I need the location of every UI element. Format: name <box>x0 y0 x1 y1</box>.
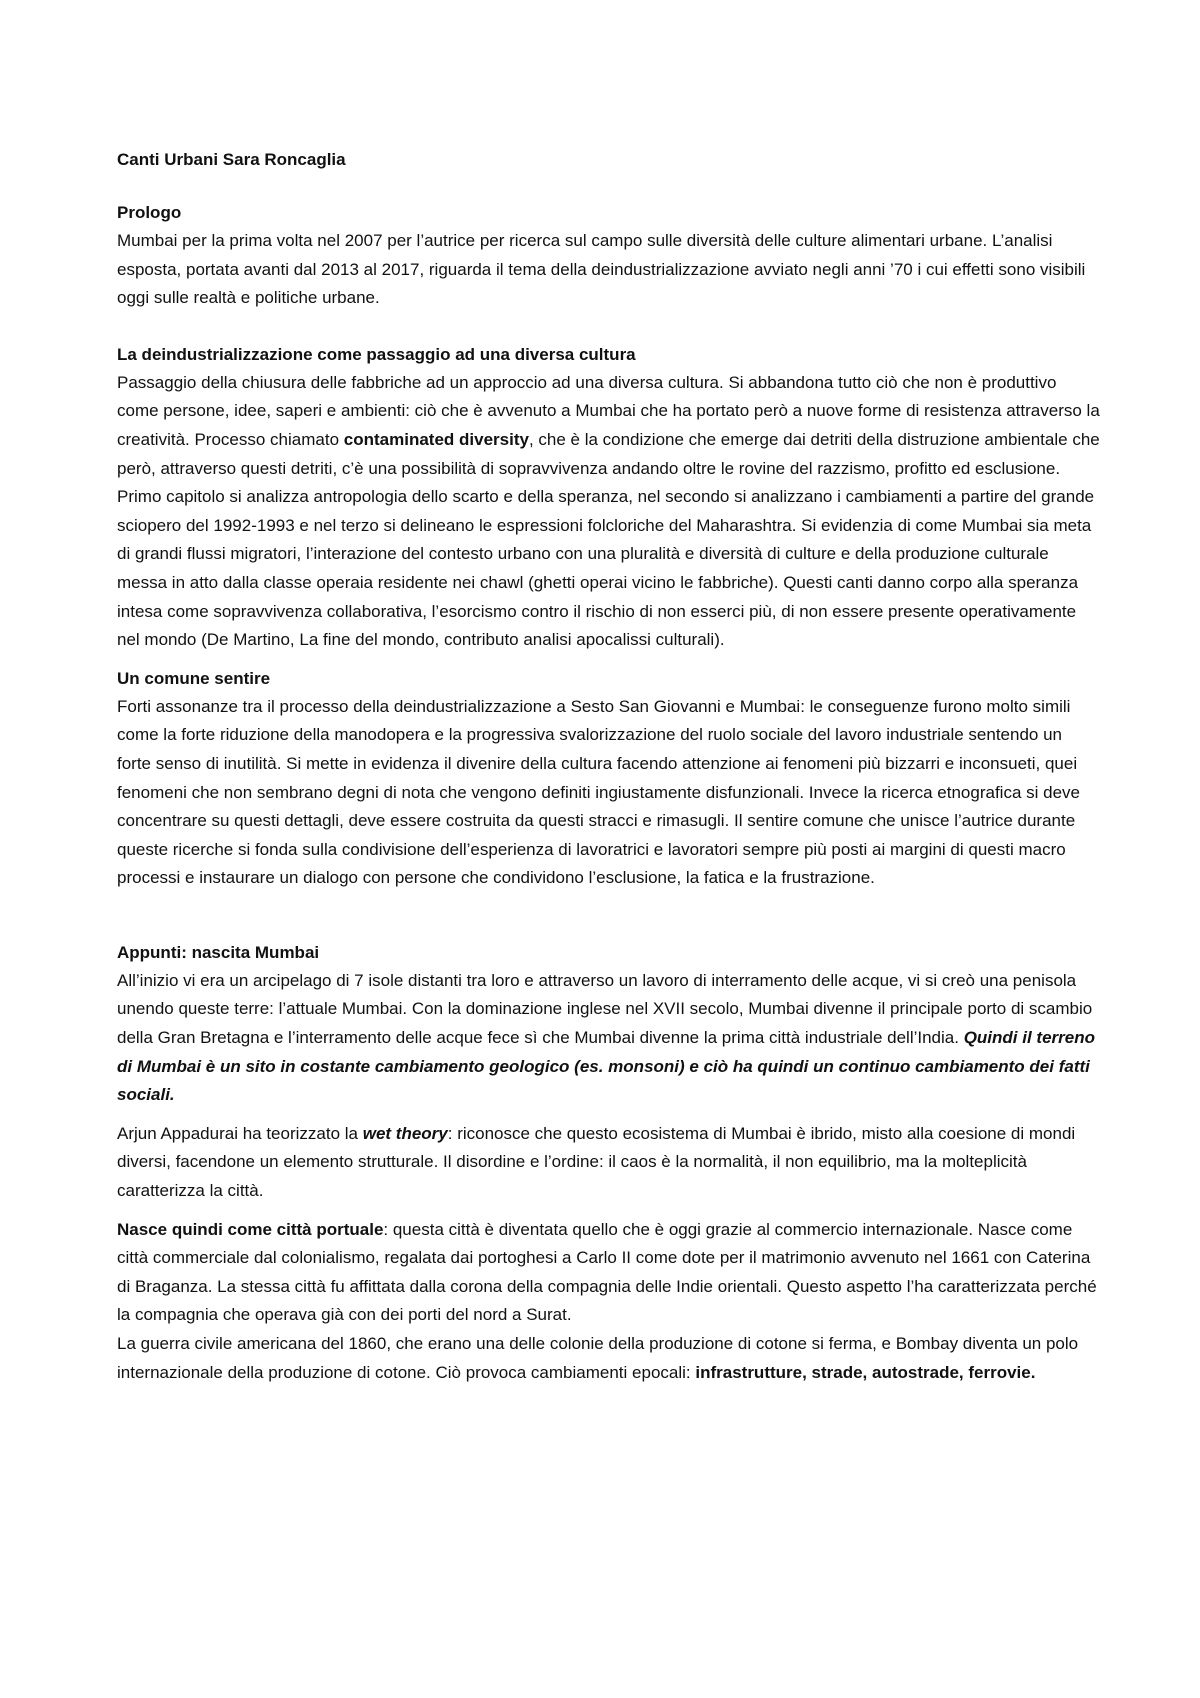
document-title: Canti Urbani Sara Roncaglia <box>117 150 346 169</box>
paragraph <box>117 1330 1100 1387</box>
text-run: : riconosce che questo ecosistema di Mumbai è ibrido, misto alla coesione di mondi diversi, facendone un elemento strutturale. Il disordine e l’ordine: il caos è la normalità, il non equilibrio, ma la molteplicità caratterizza la città. <box>117 1123 1076 1201</box>
text-run: La guerra civile americana del 1860, che erano una delle colonie della produzione di cotone si ferma, e Bombay diventa un polo internazionale della produzione di cotone. Ciò provoca cambiamenti epocali: <box>117 1334 1079 1382</box>
bold-term: contaminated diversity <box>343 429 529 449</box>
paragraph: Primo capitolo si analizza antropologia dello scarto e della speranza, nel secondo si analizzano i cambiamenti a partire del grande sciopero del 1992-1993 e nel terzo si delineano le espressioni folcloriche del Maharashtra. Si evidenzia di come Mumbai sia meta di grandi flussi migratori, l’interazione del contesto urbano con una pluralità e diversità di culture e della produzione culturale messa in atto dalla classe operaia residente nei chawl (ghetti operai vicino le fabbriche). Questi canti danno corpo alla speranza intesa come sopravvivenza collaborativa, l’esorcismo contro il rischio di non esserci più, di non essere presente operativamente nel mondo (De Martino, La fine del mondo, contributo analisi apocalissi culturali). <box>117 487 1095 650</box>
bold-italic-term: wet theory <box>362 1123 448 1143</box>
bold-italic-text: Quindi il terreno di Mumbai è un sito in costante cambiamento geologico (es. monsoni) e ciò ha quindi un continuo cambiamento dei fatti sociali. <box>117 1028 1095 1105</box>
section-heading: Un comune sentire <box>117 668 271 688</box>
text-run: : questa città è diventata quello che è oggi grazie al commercio internazionale. Nasce come città commerciale dal colonialismo, regalata dai portoghesi a Carlo II come dote per il matrimonio avvenuto nel 1661 con Caterina di Braganza. La stessa città fu affittata dalla corona della compagnia delle Indie orientali. Questo aspetto l’ha caratterizzata perché la compagnia che operava già con dei porti del nord a Surat. <box>117 1219 1097 1325</box>
section-heading: Prologo <box>117 203 182 222</box>
paragraph <box>117 1120 1100 1206</box>
section-prologo <box>117 199 1100 313</box>
section-heading: Appunti: nascita Mumbai <box>117 942 320 962</box>
section-deindustrializzazione <box>117 341 1100 655</box>
text-run: , che è la condizione che emerge dai detriti della distruzione ambientale che però, attraverso questi detriti, c’è una possibilità di sopravvivenza andando oltre le rovine del razzismo, profitto ed esclusione. <box>117 429 1100 478</box>
section-comune-sentire <box>117 665 1100 893</box>
section-appunti <box>117 939 1100 1387</box>
section-heading: La deindustrializzazione come passaggio ad una diversa cultura <box>117 344 636 364</box>
text-run: Arjun Appadurai ha teorizzato la <box>117 1123 363 1143</box>
paragraph <box>117 1216 1100 1330</box>
paragraph <box>117 967 1100 1110</box>
text-run: All’inizio vi era un arcipelago di 7 isole distanti tra loro e attraverso un lavoro di interramento delle acque, vi si creò una penisola unendo queste terre: l’attuale Mumbai. Con la dominazione inglese nel XVII secolo, Mumbai divenne il principale porto di scambio della Gran Bretagna e l’interramento delle acque fece sì che Mumbai divenne la prima città industriale dell’India. <box>117 970 1093 1048</box>
bold-phrase: Nasce quindi come città portuale <box>117 1219 384 1239</box>
paragraph: Forti assonanze tra il processo della deindustrializzazione a Sesto San Giovanni e Mumbai: le conseguenze furono molto simili come la forte riduzione della manodopera e la progressiva svalorizzazione del ruolo sociale del lavoro industriale sentendo un forte senso di inutilità. Si mette in evidenza il divenire della cultura facendo attenzione ai fenomeni più bizzarri e inconsueti, quei fenomeni che non sembrano degni di nota che vengono definiti ingiustamente disfunzionali. Invece la ricerca etnografica si deve concentrare su questi dettagli, deve essere costruita da questi stracci e rimasugli. Il sentire comune che unisce l’autrice durante queste ricerche si fonda sulla condivisione dell’esperienza di lavoratrici e lavoratori sempre più posti ai margini di questi macro processi e instaurare un dialogo con persone che condividono l’esclusione, la fatica e la frustrazione. <box>117 696 1080 888</box>
bold-phrase: infrastrutture, strade, autostrade, ferrovie. <box>695 1362 1036 1382</box>
text-run: Passaggio della chiusura delle fabbriche ad un approccio ad una diversa cultura. Si abbandona tutto ciò che non è produttivo come persone, idee, saperi e ambienti: ciò che è avvenuto a Mumbai che ha portato però a nuove forme di resistenza attraverso la creatività. Processo chiamato <box>117 372 1100 449</box>
paragraph: Mumbai per la prima volta nel 2007 per l’autrice per ricerca sul campo sulle diversità delle culture alimentari urbane. L’analisi esposta, portata avanti dal 2013 al 2017, riguarda il tema della deindustrializzazione avviato negli anni ’70 i cui effetti sono visibili oggi sulle realtà e politiche urbane. <box>117 231 1086 308</box>
paragraph <box>117 369 1100 483</box>
